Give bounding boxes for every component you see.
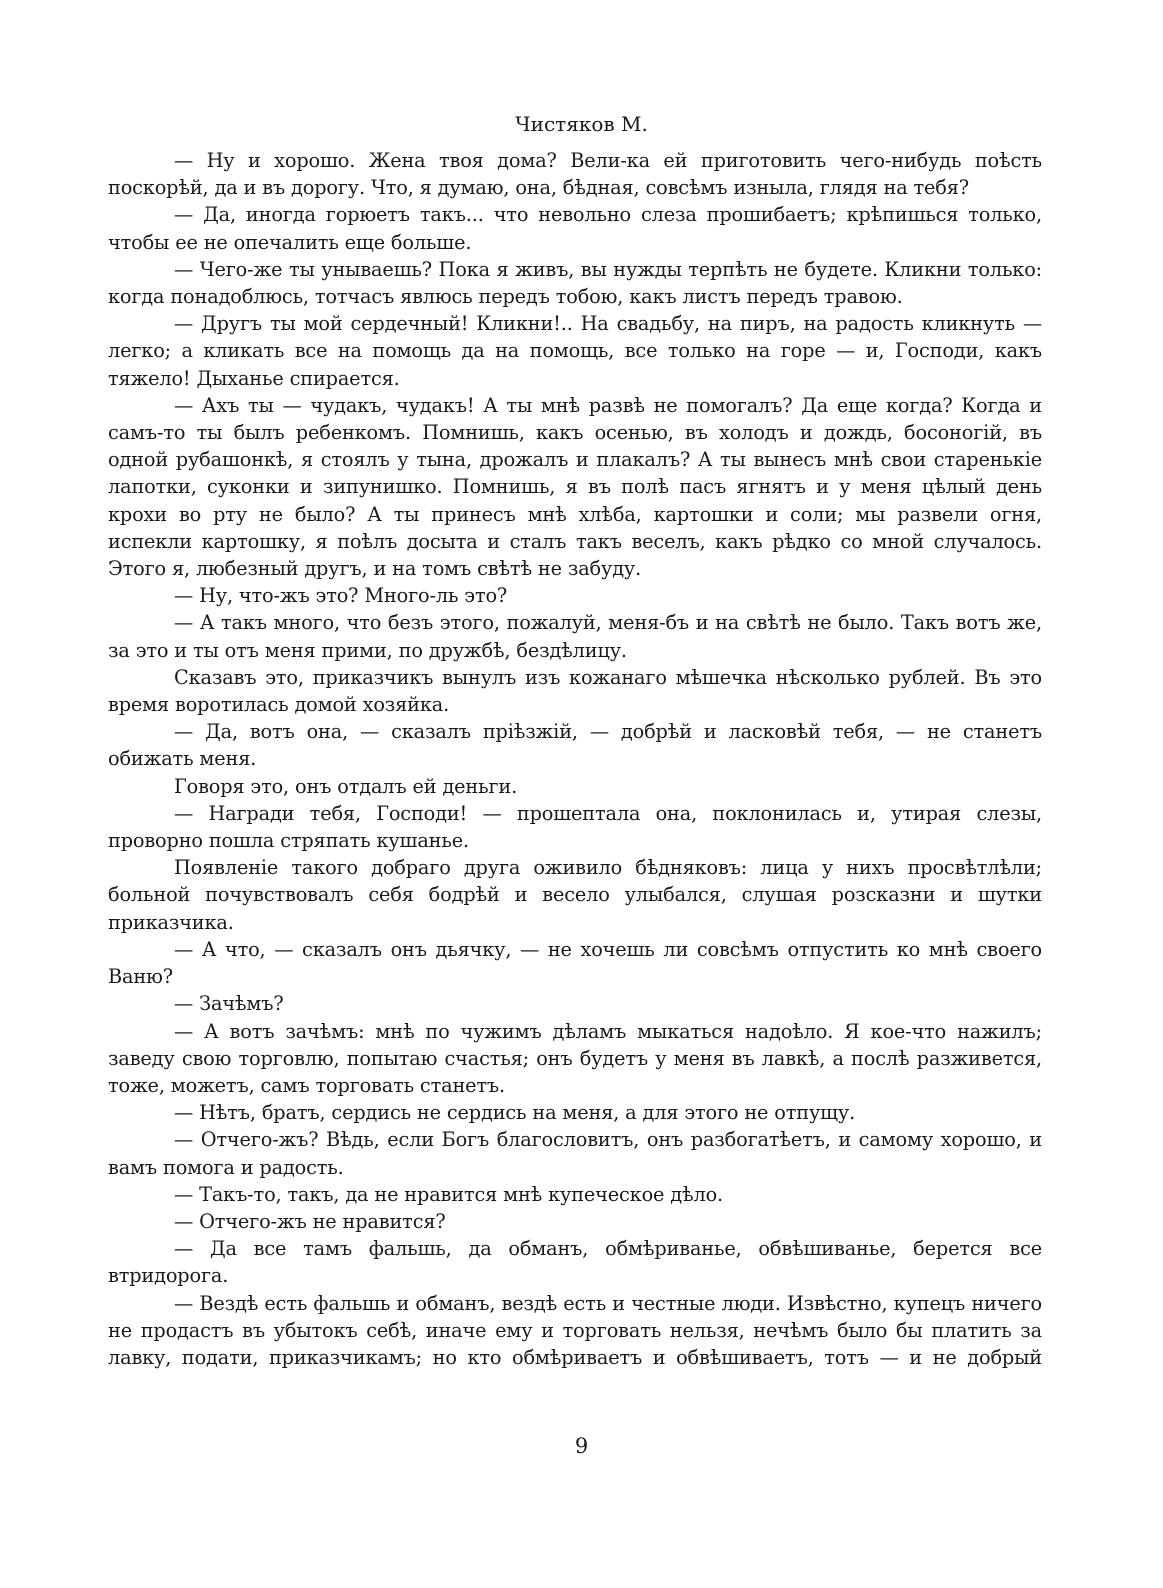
paragraph: — Да, иногда горюетъ такъ... что невольно слеза прошибаетъ; крѣпишься только, чтобы ее не опечалить еще больше. xyxy=(108,203,1042,254)
paragraph: — Да, вотъ она, — сказалъ пріѣзжій, — добрѣй и ласковѣй тебя, — не станетъ обижать меня. xyxy=(108,720,1042,771)
paragraph: Сказавъ это, приказчикъ вынулъ изъ кожанаго мѣшечка нѣсколько рублей. Въ это время воротилась домой хозяйка. xyxy=(108,665,1042,717)
paragraph: — Ну, что-жъ это? Много-ль это? xyxy=(174,584,508,608)
running-title: Чистяков М. xyxy=(515,112,648,136)
paragraph: — А вотъ зачѣмъ: мнѣ по чужимъ дѣламъ мыкаться надоѣло. Я кое-что нажилъ; заведу свою торговлю, попытаю счастья; онъ будетъ у меня въ лавкѣ, а послѣ разживется, тоже, можетъ, самъ торговать станетъ. xyxy=(108,1019,1042,1097)
paragraph: — Отчего-жъ не нравится? xyxy=(174,1209,446,1233)
page-number: 9 xyxy=(574,1434,589,1458)
paragraph: — А такъ много, что безъ этого, пожалуй, меня-бъ и на свѣтѣ не было. Такъ вотъ же, за это и ты отъ меня прими, по дружбѣ, бездѣлицу. xyxy=(108,611,1042,662)
paragraph: — Ну и хорошо. Жена твоя дома? Вели-ка ей приготовить чего-нибудь поѣсть поскорѣй, да и въ дорогу. Что, я думаю, она, бѣдная, совсѣмъ изныла, глядя на тебя? xyxy=(108,149,1042,200)
paragraph: Появленіе такого добраго друга оживило бѣдняковъ: лица у нихъ просвѣтлѣли; больной почувствовалъ себя бодрѣй и весело улыбался, слушая розсказни и шутки приказчика. xyxy=(108,856,1042,934)
paragraph: — Вездѣ есть фальшь и обманъ, вездѣ есть и честные люди. Извѣстно, купецъ ничего не продастъ въ убытокъ себѣ, иначе ему и торговать нельзя, нечѣмъ было бы платить за лавку, подати, приказчикамъ; но кто обмѣриваетъ и обвѣшиваетъ, тотъ — и не добрый xyxy=(108,1291,1042,1369)
paragraph: — Ахъ ты — чудакъ, чудакъ! А ты мнѣ развѣ не помогалъ? Да еще когда? Когда и самъ-то ты былъ ребенкомъ. Помнишь, какъ осенью, въ холодъ и дождь, босоногій, въ одной рубашонкѣ, я стоялъ у тына, дрожалъ и плакалъ? А ты вынесъ мнѣ свои старенькіе лапотки, суконки и зипунишко. Помнишь, я въ полѣ пасъ ягнятъ и у меня цѣлый день крохи во рту не было? А ты принесъ мнѣ хлѣба, картошки и соли; мы развели огня, испекли картошку, я поѣлъ досыта и сталъ такъ веселъ, какъ рѣдко со мной случалось. Этого я, любезный другъ, и на томъ свѣтѣ не забуду. xyxy=(108,393,1042,581)
body-text xyxy=(108,147,1042,1371)
paragraph: — Нѣтъ, братъ, сердись не сердись на меня, а для этого не отпущу. xyxy=(174,1101,856,1125)
paragraph: Говоря это, онъ отдалъ ей деньги. xyxy=(174,774,518,798)
paragraph: — Зачѣмъ? xyxy=(174,992,284,1016)
paragraph: — А что, — сказалъ онъ дьячку, — не хочешь ли совсѣмъ отпустить ко мнѣ своего Ваню? xyxy=(108,937,1042,989)
paragraph: — Чего-же ты унываешь? Пока я живъ, вы нужды терпѣть не будете. Кликни только: когда понадоблюсь, тотчасъ явлюсь передъ тобою, какъ листъ передъ травою. xyxy=(108,257,1042,309)
paragraph: — Награди тебя, Господи! — прошептала она, поклонилась и, утирая слезы, проворно пошла стряпать кушанье. xyxy=(108,801,1042,853)
paragraph: — Отчего-жъ? Вѣдь, если Богъ благословитъ, онъ разбогатѣетъ, и самому хорошо, и вамъ помога и радость. xyxy=(108,1128,1042,1179)
paragraph: — Другъ ты мой сердечный! Кликни!.. На свадьбу, на пиръ, на радость кликнуть — легко; а кликать все на помощь да на помощь, все только на горе — и, Господи, какъ тяжело! Дыханье спирается. xyxy=(108,312,1042,390)
paragraph: — Такъ-то, такъ, да не нравится мнѣ купеческое дѣло. xyxy=(174,1182,724,1206)
paragraph: — Да все тамъ фальшь, да обманъ, обмѣриванье, обвѣшиванье, берется все втридорога. xyxy=(108,1237,1042,1288)
